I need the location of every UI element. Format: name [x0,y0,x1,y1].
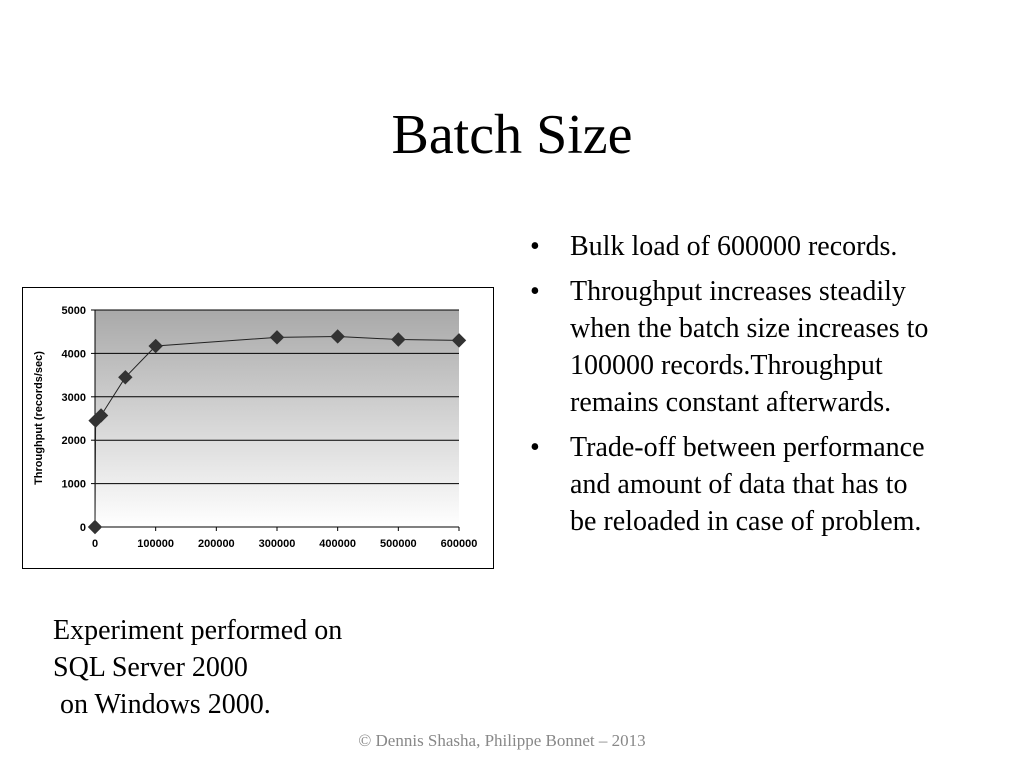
bullet-list [530,228,930,548]
x-tick-label: 0 [91,538,99,550]
throughput-chart [22,287,494,569]
y-axis-label: Throughput (records/sec) [33,351,45,485]
x-tick-label: 600000 [440,538,478,550]
x-tick-label: 500000 [379,538,417,550]
x-tick-label: 200000 [197,538,235,550]
y-tick-label: 2000 [61,435,86,448]
y-tick-label: 5000 [61,305,86,317]
slide-title: Batch Size [391,104,633,166]
bullet-text: Throughput increases steadily when the batch size increases to 100000 records.Throughput remains constant afterwards. [570,276,929,418]
bullet-marker: • [530,432,540,463]
copyright-footer: © Dennis Shasha, Philippe Bonnet – 2013 [358,731,646,750]
y-tick-label: 3000 [61,391,86,404]
y-tick-label: 4000 [61,348,86,361]
bullet-text: Bulk load of 600000 records. [570,231,898,262]
chart-svg [23,288,493,568]
bullet-marker: • [530,276,540,307]
x-tick-label: 100000 [137,538,175,550]
x-tick-label: 400000 [319,538,357,550]
bullet-text: Trade-off between performance and amount of data that has to be reloaded in case of problem. [570,432,925,537]
bullet-item [530,429,930,540]
x-tick-label: 300000 [258,538,296,550]
y-tick-label: 1000 [61,478,86,491]
y-tick-label: 0 [79,522,86,534]
bullet-item [530,228,930,265]
experiment-note: Experiment performed on SQL Server 2000 on Windows 2000. [53,615,343,720]
bullet-marker: • [530,231,540,262]
bullet-item [530,273,930,421]
